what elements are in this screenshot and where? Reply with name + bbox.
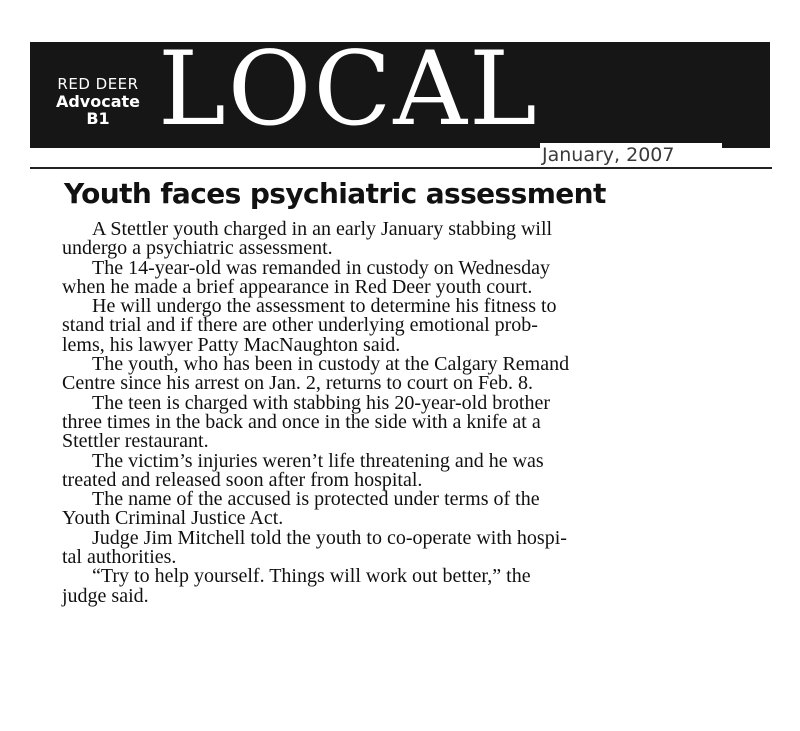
article-line: three times in the back and once in the side with a knife at a: [62, 410, 541, 433]
header-rule: [30, 167, 772, 169]
paragraph: [62, 297, 782, 355]
page-number: B1: [86, 109, 110, 128]
article-line: stand trial and if there are other underlying emotional prob-: [62, 314, 538, 337]
article-line: The teen is charged with stabbing his 20-year-old brother: [92, 391, 550, 414]
article-line: The youth, who has been in custody at the Calgary Remand: [92, 353, 570, 376]
article-line: The 14-year-old was remanded in custody on Wednesday: [92, 256, 551, 279]
article-line: lems, his lawyer Patty MacNaughton said.: [62, 333, 401, 356]
paragraph: [62, 526, 782, 569]
article-body: [62, 220, 782, 606]
article-line: Centre since his arrest on Jan. 2, returns to court on Feb. 8.: [62, 372, 534, 395]
section-title: LOCAL: [158, 30, 539, 149]
paragraph: [62, 567, 782, 606]
newspaper-name: [42, 76, 154, 127]
paragraph: [62, 391, 782, 453]
article-line: tal authorities.: [62, 546, 177, 569]
article-line: The name of the accused is protected under terms of the: [92, 488, 540, 511]
paragraph: [62, 490, 782, 529]
article-line: Youth Criminal Justice Act.: [62, 507, 284, 530]
paragraph: [62, 220, 782, 259]
article-line: He will undergo the assessment to determine his fitness to: [92, 295, 557, 318]
article-line: when he made a brief appearance in Red Deer youth court.: [62, 275, 533, 298]
article-line: The victim’s injuries weren’t life threatening and he was: [92, 449, 544, 472]
article-line: undergo a psychiatric assessment.: [62, 237, 333, 260]
article-line: Stettler restaurant.: [62, 430, 209, 453]
article-line: Judge Jim Mitchell told the youth to co-operate with hospi-: [92, 526, 567, 549]
paper-name-line2: Advocate: [55, 92, 141, 111]
article-line: treated and released soon after from hospital.: [62, 468, 423, 491]
dateline: January, 2007: [540, 143, 722, 167]
paragraph: [62, 256, 782, 298]
article-line: “Try to help yourself. Things will work out better,” the: [92, 565, 531, 588]
paragraph: [62, 449, 782, 491]
article-headline: Youth faces psychiatric assessment: [64, 177, 606, 210]
article-line: judge said.: [62, 584, 149, 607]
paper-name-line1: RED DEER: [57, 75, 139, 93]
article-line: A Stettler youth charged in an early January stabbing will: [92, 218, 553, 240]
paragraph: [62, 355, 782, 394]
